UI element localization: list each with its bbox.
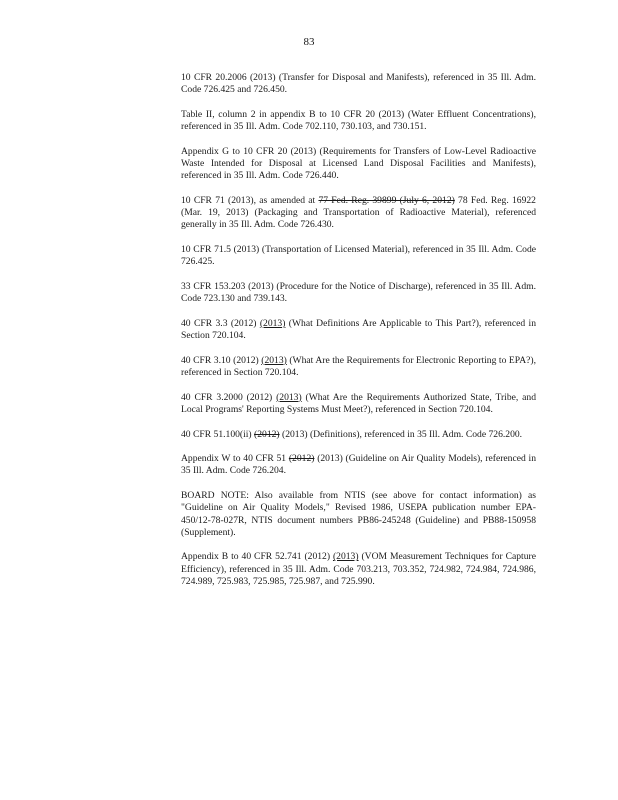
entry-text: 78 Fed. Reg. 16922 (Mar. 19, 2013) (Packaging and Transportation of Radioactive Material), referenced generally in 35 Ill. Adm. Code 726.430. bbox=[181, 194, 536, 231]
board-note bbox=[181, 490, 536, 539]
page-number: 83 bbox=[303, 36, 315, 48]
entry-text: (2013) (Definitions), referenced in 35 Ill. Adm. Code 726.200. bbox=[279, 428, 523, 440]
inserted-text: (2013) bbox=[261, 354, 287, 366]
entry-text: Table II, column 2 in appendix B to 10 CFR 20 (2013) (Water Effluent Concentrations), referenced in 35 Ill. Adm. Code 702.110, 730.103, and 730.151. bbox=[181, 108, 536, 133]
entry-text: Appendix B to 40 CFR 52.741 (2012) bbox=[181, 551, 333, 563]
entry-text: 10 CFR 71.5 (2013) (Transportation of Licensed Material), referenced in 35 Ill. Adm. Code 726.425. bbox=[181, 244, 536, 268]
reference-entry bbox=[181, 429, 536, 441]
deleted-text: (2012) bbox=[254, 428, 280, 440]
incorporations-list bbox=[181, 72, 536, 601]
reference-entry bbox=[181, 72, 536, 96]
inserted-text: (2013) bbox=[259, 317, 286, 329]
deleted-text: (2012) bbox=[288, 453, 315, 465]
reference-entry bbox=[181, 195, 536, 232]
entry-text: 40 CFR 3.2000 (2012) bbox=[181, 391, 277, 403]
deleted-text: 77 Fed. Reg. 39899 (July 6, 2012) bbox=[318, 194, 455, 206]
reference-entry bbox=[181, 392, 536, 416]
entry-text: 10 CFR 71 (2013), as amended at bbox=[181, 194, 319, 206]
entry-text: (What Are the Requirements Authorized State, Tribe, and Local Programs' Reporting Systems Must Meet?), referenced in Section 720.104. bbox=[181, 391, 536, 415]
entry-text: (What Definitions Are Applicable to This Part?), referenced in Section 720.104. bbox=[181, 317, 537, 342]
entry-text: (2013) (Guideline on Air Quality Models), referenced in 35 Ill. Adm. Code 726.204. bbox=[181, 453, 537, 477]
inserted-text: (2013) bbox=[276, 391, 302, 403]
entry-text: Appendix G to 10 CFR 20 (2013) (Requirements for Transfers of Low-Level Radioactive Waste Intended for Disposal at Licensed Land Disposal Facilities and Manifests), referenced in 35 Ill. Adm. Code 726.440. bbox=[181, 145, 536, 182]
entry-text: (VOM Measurement Techniques for Capture Efficiency), referenced in 35 Ill. Adm. Code 703.213, 703.352, 724.982, 724.984, 724.986, 724.989, 725.983, 725.985, 725.987, and 725.990. bbox=[181, 551, 536, 587]
inserted-text: (2013) bbox=[332, 551, 359, 563]
entry-text: 33 CFR 153.203 (2013) (Procedure for the Notice of Discharge), referenced in 35 Ill. Adm. Code 723.130 and 739.143. bbox=[181, 280, 536, 305]
reference-entry bbox=[181, 551, 536, 588]
reference-entry bbox=[181, 109, 536, 133]
entry-text: 10 CFR 20.2006 (2013) (Transfer for Disposal and Manifests), referenced in 35 Ill. Adm. Code 726.425 and 726.450. bbox=[181, 72, 536, 96]
reference-entry bbox=[181, 281, 536, 305]
entry-text: Appendix W to 40 CFR 51 bbox=[181, 453, 289, 465]
entry-text: 40 CFR 3.10 (2012) bbox=[181, 354, 262, 366]
entry-text: BOARD NOTE: Also available from NTIS (see above for contact information) as "Guideline on Air Quality Models," Revised 1986, USEPA publication number EPA-450/12-78-027R, NTIS document numbers PB86-245248 (Guideline) and PB88-150958 (Supplement). bbox=[181, 490, 536, 538]
reference-entry bbox=[181, 355, 536, 379]
reference-entry bbox=[181, 244, 536, 268]
entry-text: 40 CFR 51.100(ii) bbox=[181, 428, 255, 440]
entry-text: 40 CFR 3.3 (2012) bbox=[181, 317, 260, 329]
reference-entry bbox=[181, 453, 536, 477]
reference-entry bbox=[181, 318, 536, 342]
entry-text: (What Are the Requirements for Electronic Reporting to EPA?), referenced in Section 720.104. bbox=[181, 354, 537, 378]
reference-entry bbox=[181, 146, 536, 183]
